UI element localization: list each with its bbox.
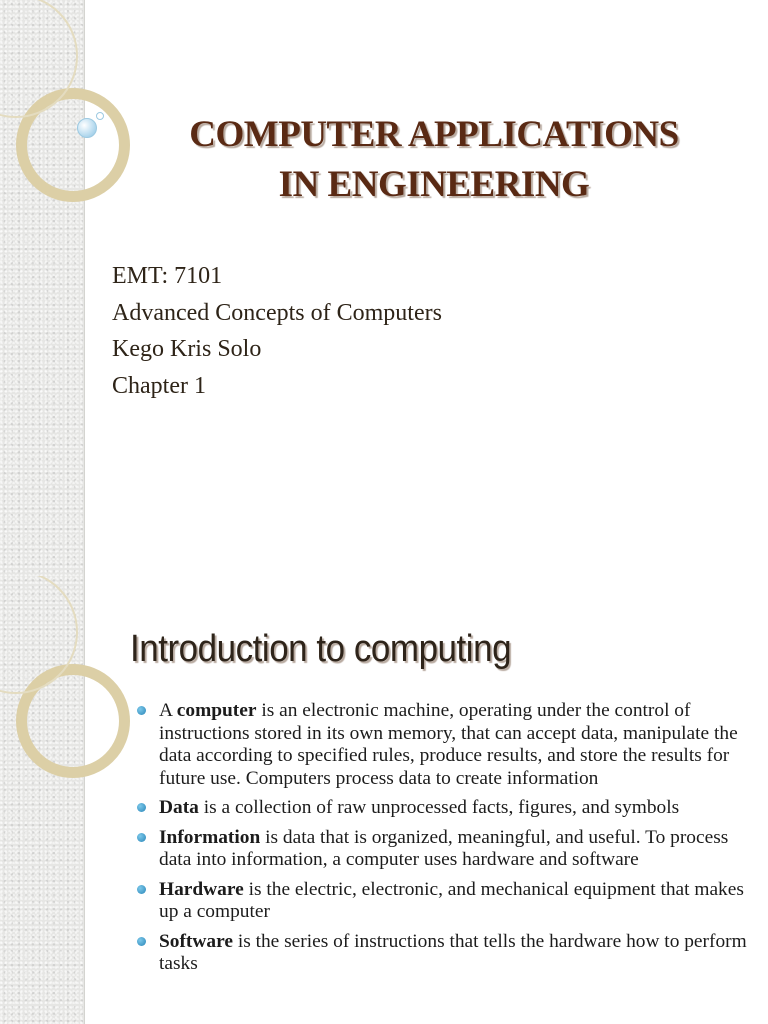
bullet-text: is a collection of raw unprocessed facts, figures, and symbols: [198, 797, 680, 818]
course-name: Advanced Concepts of Computers: [112, 299, 442, 326]
bullet-text: is the electric, electronic, and mechanical equipment that makes up a computer: [159, 878, 744, 922]
bullet-term: Information: [159, 826, 261, 848]
title-line: IN ENGINEERING: [278, 164, 590, 205]
bullet-term: Hardware: [159, 878, 244, 900]
bullet-item: [133, 827, 753, 872]
decorative-side-strip: [0, 0, 85, 576]
slide-2: [0, 576, 768, 1024]
bullet-text: is an electronic machine, operating under the control of instructions stored in its own memory, that can accept data, manipulate the data according to specified rules, produce results, and store the results for future use. Computers process data to create information: [159, 700, 738, 789]
bullet-list: [133, 700, 753, 983]
bullet-dot-icon: [137, 803, 146, 812]
title-line: COMPUTER APPLICATIONS: [189, 114, 679, 155]
chapter: Chapter 1: [112, 372, 206, 399]
bullet-dot-icon: [137, 833, 146, 842]
decorative-side-strip: [0, 576, 85, 1024]
bullet-dot-icon: [137, 885, 146, 894]
slide-subtitle: [112, 258, 752, 404]
bullet-item: [133, 700, 753, 790]
bullet-text: is data that is organized, meaningful, and useful. To process data into information, a computer uses hardware and software: [159, 826, 729, 870]
bullet-item: [133, 879, 753, 924]
bullet-item: [133, 931, 753, 976]
slide-title: [100, 110, 768, 210]
bullet-term: Software: [159, 930, 233, 952]
bullet-term: computer: [176, 700, 257, 721]
bullet-term: Data: [159, 797, 199, 818]
bullet-item: [133, 797, 753, 820]
bullet-lead: A: [159, 700, 177, 721]
author: Kego Kris Solo: [112, 336, 262, 362]
decorative-bubble: [77, 118, 97, 138]
course-code: EMT: 7101: [112, 263, 223, 289]
bullet-dot-icon: [137, 937, 146, 946]
bullet-dot-icon: [137, 706, 146, 715]
bullet-text: is the series of instructions that tells the hardware how to perform tasks: [159, 930, 747, 974]
section-heading: Introduction to computing: [130, 628, 512, 670]
